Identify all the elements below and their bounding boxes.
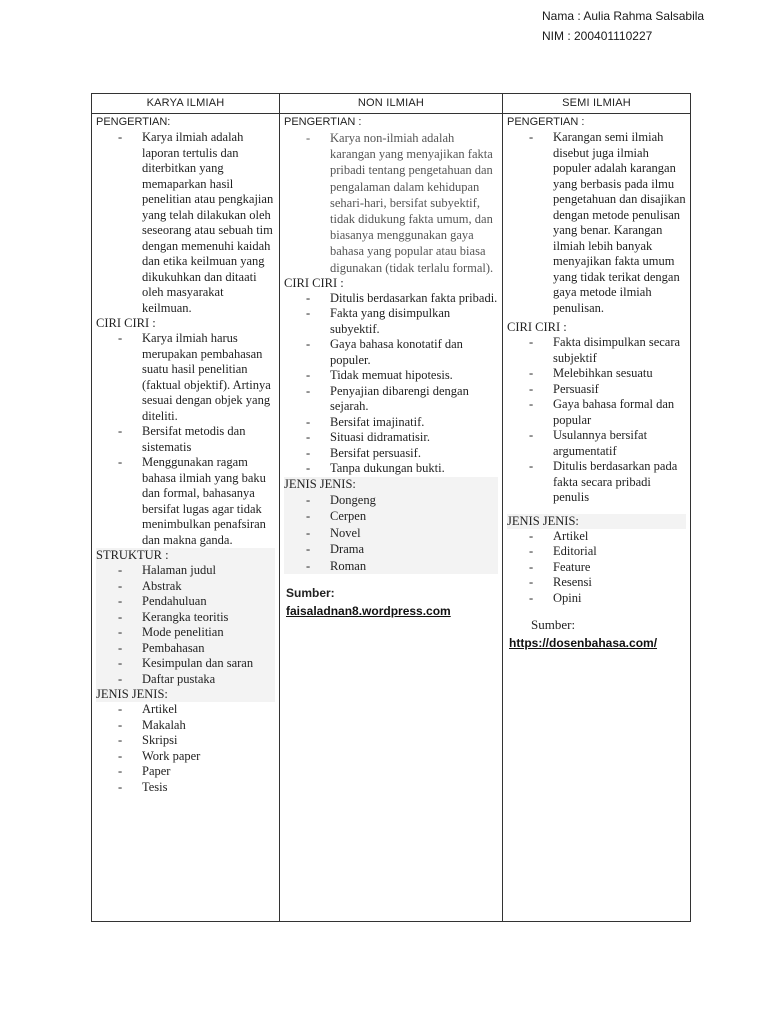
sumber-label: Sumber: xyxy=(531,617,576,632)
struktur-list xyxy=(96,563,275,687)
list-item: - Paper xyxy=(96,764,275,780)
list-item: - Kerangka teoritis xyxy=(96,610,275,626)
column-non-ilmiah xyxy=(280,94,503,921)
sumber-block xyxy=(284,584,498,620)
list-item: - Bersifat imajinatif. xyxy=(284,415,498,431)
list-item: - Opini xyxy=(507,591,686,607)
list-item: - Feature xyxy=(507,560,686,576)
sumber-link[interactable]: https://dosenbahasa.com/ xyxy=(509,636,658,650)
list-item: - Menggunakan ragam bahasa ilmiah yang baku dan formal, bahasanya bersifat lugas agar tidak menimbulkan penafsiran dan makna ganda. xyxy=(96,455,275,548)
sumber-label: Sumber: xyxy=(286,586,335,601)
jenis-list xyxy=(507,529,686,607)
list-item: - Mode penelitian xyxy=(96,625,275,641)
list-item: - Situasi didramatisir. xyxy=(284,430,498,446)
list-item: - Daftar pustaka xyxy=(96,672,275,688)
sumber-block xyxy=(507,616,686,652)
list-item: - Artikel xyxy=(96,702,275,718)
list-item: - Makalah xyxy=(96,718,275,734)
comparison-table xyxy=(91,93,691,922)
list-item: - Kesimpulan dan saran xyxy=(96,656,275,672)
ciri-list xyxy=(284,291,498,477)
ciri-heading: CIRI CIRI : xyxy=(96,316,156,330)
list-item: - Melebihkan sesuatu xyxy=(507,366,686,382)
list-item: - Karya ilmiah harus merupakan pembahasan suatu hasil penelitian (faktual objektif). Artinya sesuai dengan objek yang diteliti. xyxy=(96,331,275,424)
list-item: - Bersifat metodis dan sistematis xyxy=(96,424,275,455)
list-item: - Drama xyxy=(284,541,498,558)
list-item: - Artikel xyxy=(507,529,686,545)
list-item: - Cerpen xyxy=(284,508,498,525)
list-item: - Halaman judul xyxy=(96,563,275,579)
pengertian-heading: PENGERTIAN: xyxy=(96,116,171,128)
student-name: Nama : Aulia Rahma Salsabila xyxy=(542,9,705,23)
list-item: - Tidak memuat hipotesis. xyxy=(284,368,498,384)
column-header: KARYA ILMIAH xyxy=(92,94,279,114)
list-item: - Ditulis berdasarkan fakta pribadi. xyxy=(284,291,498,307)
list-item: - Tanpa dukungan bukti. xyxy=(284,461,498,477)
jenis-list xyxy=(96,702,275,795)
ciri-list xyxy=(507,335,686,506)
list-item: - Abstrak xyxy=(96,579,275,595)
list-item: - Ditulis berdasarkan pada fakta secara pribadi penulis xyxy=(507,459,686,506)
pengertian-heading: PENGERTIAN : xyxy=(284,116,362,128)
column-header: SEMI ILMIAH xyxy=(503,94,690,114)
student-nim: NIM : 200401110227 xyxy=(542,29,653,43)
list-item: - Pembahasan xyxy=(96,641,275,657)
ciri-list xyxy=(96,331,275,548)
list-item: - Persuasif xyxy=(507,382,686,398)
list-item: - Editorial xyxy=(507,544,686,560)
ciri-heading: CIRI CIRI : xyxy=(284,275,344,290)
list-item: - Usulannya bersifat argumentatif xyxy=(507,428,686,459)
list-item: - Gaya bahasa konotatif dan populer. xyxy=(284,337,498,368)
list-item: - Karya non-ilmiah adalah karangan yang menyajikan fakta pribadi tentang pengetahuan dan pengalaman dalam kehidupan sehari-hari, bersifat subyektif, tidak didukung fakta umum, dan biasanya menggunakan gaya bahasa yang popular atau biasa digunakan (tidak terlalu formal). xyxy=(284,130,498,276)
list-item: - Penyajian dibarengi dengan sejarah. xyxy=(284,384,498,415)
list-item: - Fakta yang disimpulkan subyektif. xyxy=(284,306,498,337)
list-item: - Pendahuluan xyxy=(96,594,275,610)
pengertian-list xyxy=(96,130,275,316)
jenis-heading: JENIS JENIS: xyxy=(507,513,579,528)
pengertian-list xyxy=(507,130,686,316)
column-header: NON ILMIAH xyxy=(280,94,502,114)
column-semi-ilmiah xyxy=(503,94,690,921)
list-item: - Bersifat persuasif. xyxy=(284,446,498,462)
sumber-link[interactable]: faisaladnan8.wordpress.com xyxy=(286,604,451,619)
list-item: - Novel xyxy=(284,525,498,542)
list-item: - Karya ilmiah adalah laporan tertulis dan diterbitkan yang memaparkan hasil penelitian atau pengkajian yang telah dilakukan oleh seseorang atau sebuah tim dengan memenuhi kaidah dan etika keilmuan yang dikukuhkan dan ditaati oleh masyarakat keilmuan. xyxy=(96,130,275,316)
pengertian-heading: PENGERTIAN : xyxy=(507,116,585,128)
jenis-list xyxy=(284,492,498,575)
list-item: - Gaya bahasa formal dan popular xyxy=(507,397,686,428)
jenis-heading: JENIS JENIS: xyxy=(284,476,356,491)
student-header xyxy=(542,6,704,46)
column-karya-ilmiah xyxy=(92,94,280,921)
list-item: - Karangan semi ilmiah disebut juga ilmiah populer adalah karangan yang berbasis pada ilmu pengetahuan dan disajikan dengan metode penulisan yang benar. Karangan ilmiah lebih banyak menyajikan fakta umum yang tidak terikat dengan gaya metode ilmiah penulisan. xyxy=(507,130,686,316)
list-item: - Resensi xyxy=(507,575,686,591)
list-item: - Fakta disimpulkan secara subjektif xyxy=(507,335,686,366)
pengertian-list xyxy=(284,130,498,276)
jenis-heading: JENIS JENIS: xyxy=(96,687,168,701)
struktur-heading: STRUKTUR : xyxy=(96,548,169,562)
list-item: - Work paper xyxy=(96,749,275,765)
list-item: - Dongeng xyxy=(284,492,498,509)
list-item: - Tesis xyxy=(96,780,275,796)
list-item: - Skripsi xyxy=(96,733,275,749)
list-item: - Roman xyxy=(284,558,498,575)
ciri-heading: CIRI CIRI : xyxy=(507,320,567,334)
